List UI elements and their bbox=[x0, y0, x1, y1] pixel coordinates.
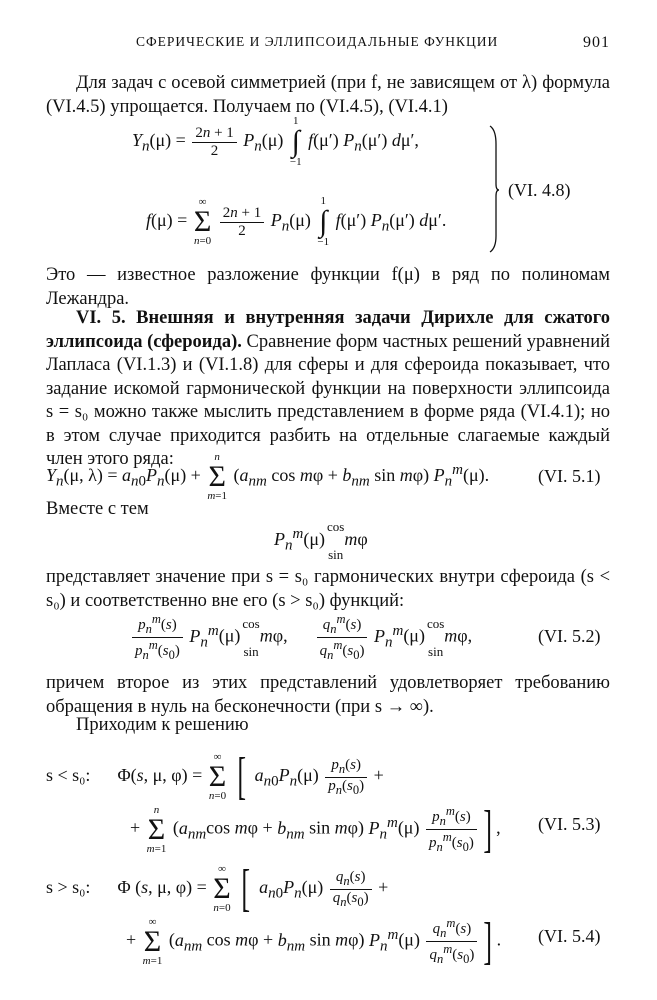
page-header bbox=[46, 34, 610, 54]
paragraph-solution: Приходим к решению bbox=[76, 715, 249, 735]
equation-outer-solution-line1: s > s₀: Φ (s, μ, φ) = ∞ Σ n=0 [ $a_{n0}P_n(\mu)$ $\frac{q_n(s)}{q_n(s_0)}$ + bbox=[46, 860, 389, 917]
equation-tag-4-8: (VI. 4.8) bbox=[508, 180, 571, 200]
equation-inner-solution-line2: + n Σ m=1 ($a_{nm}\cos$ $m\varphi + b_{nm}$ sin mφ) $P_n^m(\mu)$ $\frac{p_n^m(s)}{p_n^m(s_0)}$ ] , bbox=[130, 800, 501, 858]
equation-Yn: $Y_n(\mu)$ = $\frac{2n + 1}{2}$ $P_n(\mu)$ 1 ∫ −1 f(μ′) $P_n(\mu')$ dμ′, bbox=[132, 115, 419, 168]
equation-brace bbox=[488, 124, 500, 254]
paragraph-legendre: Это — известное разложение функции f(μ) в ряд по полиномам Лежандра. bbox=[46, 265, 610, 309]
equation-tag-5-1: (VI. 5.1) bbox=[538, 466, 601, 486]
running-title: СФЕРИЧЕСКИЕ И ЭЛЛИПСОИДАЛЬНЫЕ ФУНКЦИИ bbox=[136, 34, 499, 49]
paragraph-vanishing: причем второе из этих представлений удовлетворяет требованию обращения в нуль на бесконечности (при s → ∞). bbox=[46, 673, 610, 717]
equation-tag-5-4: (VI. 5.4) bbox=[538, 926, 601, 946]
page-number: 901 bbox=[583, 34, 610, 51]
equation-Pnm-trig: $P_n^m(\mu)\cos$ sinmφ bbox=[274, 519, 368, 562]
equation-inner-solution-line1: s < s₀: Φ(s, μ, φ) = ∞ Σ n=0 [ $a_{n0}P_n(\mu)$ $\frac{p_n(s)}{p_n(s_0)}$ + bbox=[46, 748, 384, 805]
equation-tag-5-3: (VI. 5.3) bbox=[538, 814, 601, 834]
section-5 bbox=[46, 307, 610, 472]
paragraph-represents: представляет значение при s = s₀ гармонических внутри сфероида (s < s₀) и соответственно вне его (s > s₀) функций: bbox=[46, 567, 610, 611]
paragraph-axial-symmetry: Для задач с осевой симметрией (при f, не зависящем от λ) формула (VI.4.5) упрощается. Получаем по (VI.4.5), (VI.4.1) bbox=[46, 73, 610, 117]
equation-f-expansion: f(μ) = ∞ Σ n=0 $\frac{2n + 1}{2}$ $P_n(\mu)$ 1 ∫ −1 f(μ′) $P_n(\mu')$ dμ′. bbox=[146, 195, 447, 248]
section-heading: VI. 5. Внешняя и внутренняя задачи Дирихле для сжатого эллипсоида (сфероида). bbox=[46, 308, 610, 352]
equation-Yn-lambda: $Y_n(\mu$, $\lambda) = a_{n0}P_n(\mu) + n$ Σ m=1 ($a_{nm}$ $\cos m\varphi + b_{nm}$ sin mφ) $P_n^m(\mu)$. bbox=[46, 451, 490, 502]
equation-outer-solution-line2: + ∞ Σ m=1 ($a_{nm}$ $\cos m\varphi + b_{nm}$ sin mφ) $P_n^m(\mu)$ $\frac{q_n^m(s)}{q_n^m(s_0)}$ ] . bbox=[126, 912, 502, 970]
condition-outer: s > s₀: bbox=[46, 877, 91, 898]
paragraph-together: Вместе с тем bbox=[46, 499, 149, 519]
equation-inner-outer-ratios: $\frac{p_n^m(s)}{p_n^m(s_0)}$ $P_n^m(\mu)\cos$ sinmφ, $\frac{q_n^m(s)}{q_n^m(s_0)}$ $P_n^m(\mu)\cos$ sinmφ, bbox=[130, 612, 472, 663]
paragraph-comparison: Сравнение форм частных решений уравнений Лапласа (VI.1.3) и (VI.1.8) для сферы и для сфероида показывает, что задание искомой гармонической функции на поверхности эллипсоида s = s₀ можно также мыслить представлением в форме ряда (VI.4.1); но в этом случае приходится разбить на отдельные слагаемые каждый член этого ряда: bbox=[46, 331, 611, 469]
condition-inner: s < s₀: bbox=[46, 765, 91, 786]
equation-tag-5-2: (VI. 5.2) bbox=[538, 626, 601, 646]
